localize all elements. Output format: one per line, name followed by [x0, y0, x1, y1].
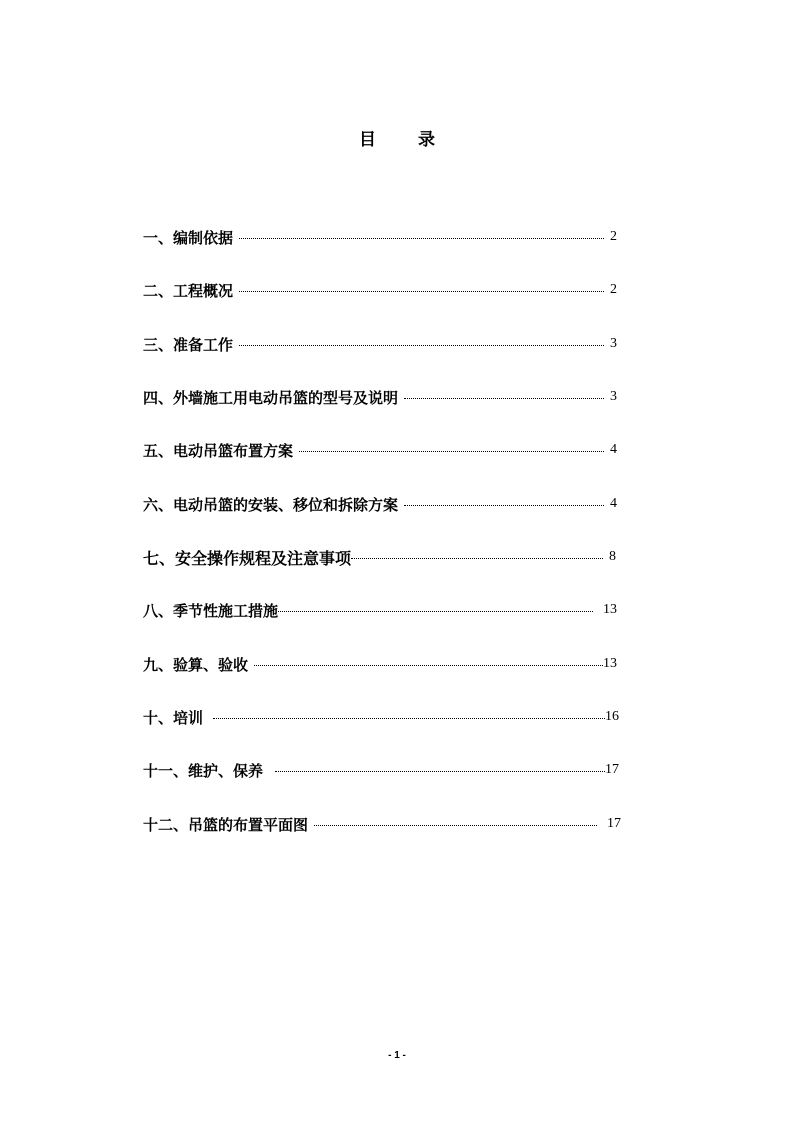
toc-entry-12[interactable]: [143, 809, 621, 839]
toc-entry-label: 十、培训: [143, 708, 204, 727]
toc-entry-5[interactable]: [143, 435, 617, 465]
toc-entry-label: 三、准备工作: [143, 335, 234, 354]
toc-entry-label: 四、外墙施工用电动吊篮的型号及说明: [143, 388, 399, 407]
toc-entry-6[interactable]: [143, 489, 617, 519]
toc-entry-page: 2: [610, 282, 617, 297]
toc-leader-dots: [275, 771, 605, 772]
toc-leader-dots: [254, 665, 603, 666]
toc-entry-label: 一、编制依据: [143, 228, 234, 247]
toc-leader-dots: [278, 611, 593, 612]
toc-entry-page: 3: [610, 336, 617, 351]
toc-entry-4[interactable]: [143, 382, 617, 412]
page-number-footer: - 1 -: [388, 1050, 406, 1061]
toc-entry-page: 13: [603, 602, 617, 617]
toc-entry-label: 十二、吊篮的布置平面图: [143, 815, 309, 834]
toc-leader-dots: [239, 291, 604, 292]
toc-entry-11[interactable]: [143, 755, 619, 785]
toc-entry-3[interactable]: [143, 329, 617, 359]
toc-leader-dots: [351, 558, 603, 559]
toc-entry-page: 3: [610, 389, 617, 404]
toc-entry-page: 17: [607, 816, 621, 831]
toc-entry-label: 八、季节性施工措施: [143, 601, 279, 620]
toc-entry-10[interactable]: [143, 702, 619, 732]
title-char-mu: 目: [359, 130, 376, 150]
toc-leader-dots: [239, 238, 604, 239]
toc-entry-label: 七、安全操作规程及注意事项: [143, 548, 352, 568]
toc-leader-dots: [314, 825, 597, 826]
toc-entry-page: 8: [609, 549, 616, 564]
toc-entry-label: 六、电动吊篮的安装、移位和拆除方案: [143, 495, 399, 514]
title-char-lu: 录: [418, 130, 435, 150]
toc-entry-label: 五、电动吊篮布置方案: [143, 441, 294, 460]
toc-entry-2[interactable]: [143, 275, 617, 305]
toc-entry-page: 2: [610, 229, 617, 244]
toc-entry-page: 17: [605, 762, 619, 777]
toc-entry-1[interactable]: [143, 222, 617, 252]
toc-entry-page: 16: [605, 709, 619, 724]
toc-leader-dots: [404, 398, 604, 399]
toc-entry-8[interactable]: [143, 595, 617, 625]
toc-entry-7[interactable]: [143, 542, 616, 572]
toc-entry-9[interactable]: [143, 649, 617, 679]
toc-entry-page: 13: [603, 656, 617, 671]
page-title: [0, 125, 794, 150]
toc-entry-label: 十一、维护、保养: [143, 761, 264, 780]
toc-entry-page: 4: [610, 496, 617, 511]
toc-leader-dots: [299, 451, 604, 452]
toc-entry-page: 4: [610, 442, 617, 457]
toc-leader-dots: [213, 718, 605, 719]
toc-leader-dots: [239, 345, 604, 346]
toc-leader-dots: [404, 505, 604, 506]
toc-entry-label: 二、工程概况: [143, 281, 234, 300]
toc-entry-label: 九、验算、验收: [143, 655, 249, 674]
